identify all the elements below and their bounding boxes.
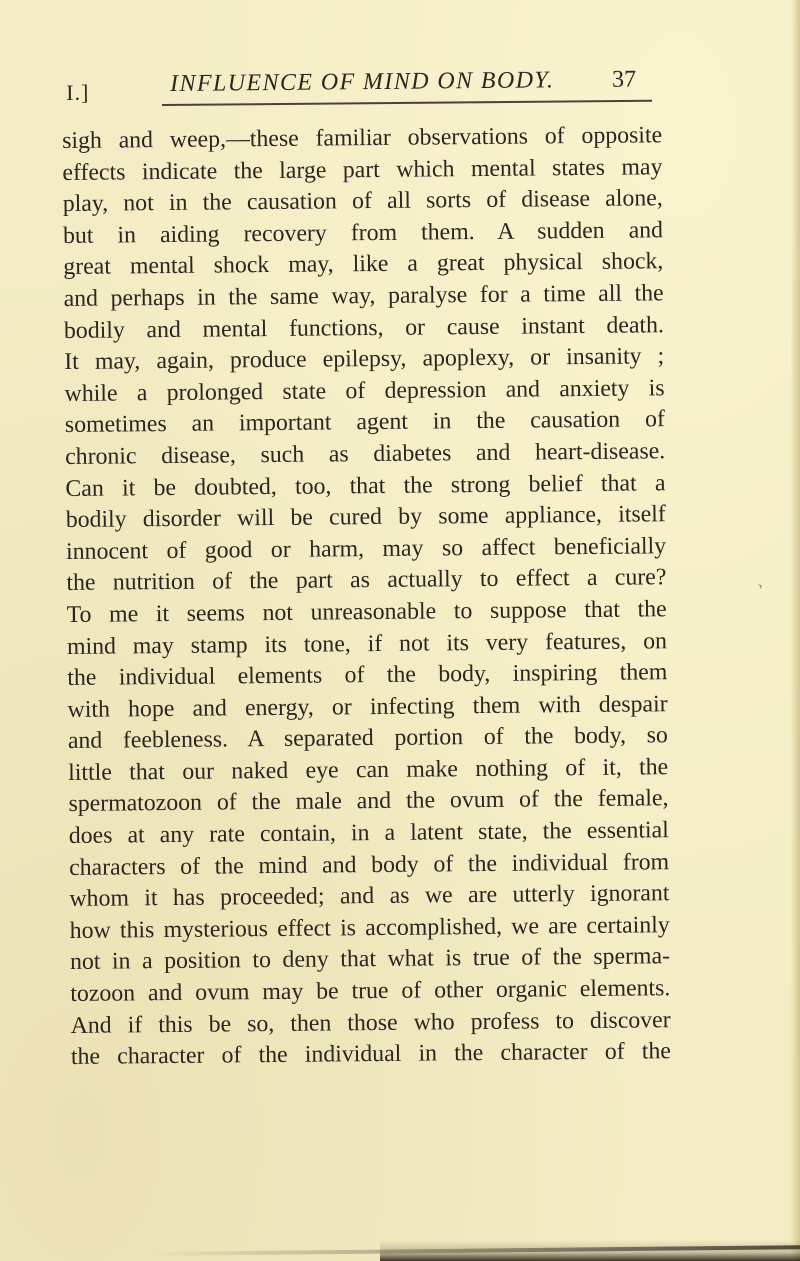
text-line: mind may stamp its tone, if not its very features, on — [66, 627, 668, 660]
text-line: and perhaps in the same way, paralyse for a time all the — [63, 280, 664, 312]
text-line: how this mysterious effect is accomplished, we are certainly — [69, 912, 670, 944]
text-line: does at any rate contain, in a latent state, the essential — [68, 817, 669, 850]
text-line: and feebleness. A separated portion of the body, so — [67, 722, 669, 755]
text-line: It may, again, produce epilepsy, apoplexy, or insanity ; — [64, 343, 665, 376]
text-line: spermatozoon of the male and the ovum of the female, — [68, 785, 669, 818]
body-text — [62, 120, 671, 1074]
text-line: sigh and weep,—these familiar observations of opposite — [62, 122, 663, 154]
text-line: effects indicate the large part which mental states may — [62, 153, 663, 186]
text-line: chronic disease, such as diabetes and heart-disease. — [65, 438, 666, 470]
text-line: tozoon and ovum may be true of other organic elements. — [70, 975, 671, 1007]
text-line: characters of the mind and body of the individual from — [68, 848, 670, 881]
page-number: 37 — [611, 66, 637, 93]
running-title: INFLUENCE OF MIND ON BODY. — [169, 67, 555, 98]
text-line: bodily disorder will be cured by some appliance, itself — [65, 501, 666, 534]
text-line: not in a position to deny that what is true of the sperma- — [69, 943, 671, 976]
text-line: little that our naked eye can make nothing of it, the — [68, 754, 669, 786]
text-line: play, not in the causation of all sorts of disease alone, — [62, 185, 663, 218]
text-line: bodily and mental functions, or cause instant death. — [63, 311, 665, 344]
text-line: while a prolonged state of depression and anxiety is — [64, 374, 665, 407]
text-line: with hope and energy, or infecting them with despair — [67, 690, 668, 723]
text-line: sometimes an important agent in the causation of — [64, 406, 665, 439]
text-line: whom it has proceeded; and as we are utterly ignorant — [69, 880, 670, 913]
text-line: but in aiding recovery from them. A sudden and — [62, 217, 664, 249]
text-line: the individual elements of the body, inspiring them — [67, 659, 668, 692]
text-line: the character of the individual in the character of the — [70, 1038, 672, 1071]
text-line: innocent of good or harm, may so affect beneficially — [65, 532, 667, 565]
text-line: great mental shock may, like a great physical shock, — [63, 248, 664, 281]
text-line: To me it seems not unreasonable to suppose that the — [66, 596, 667, 628]
page-edge-shadow — [790, 0, 800, 1261]
text-line: And if this be so, then those who profess to discover — [70, 1006, 671, 1039]
margin-mark: › — [754, 578, 765, 593]
chapter-marker: I.] — [66, 79, 90, 105]
text-line: Can it be doubted, too, that the strong belief that a — [65, 469, 666, 502]
text-line: the nutrition of the part as actually to effect a cure? — [66, 564, 667, 597]
